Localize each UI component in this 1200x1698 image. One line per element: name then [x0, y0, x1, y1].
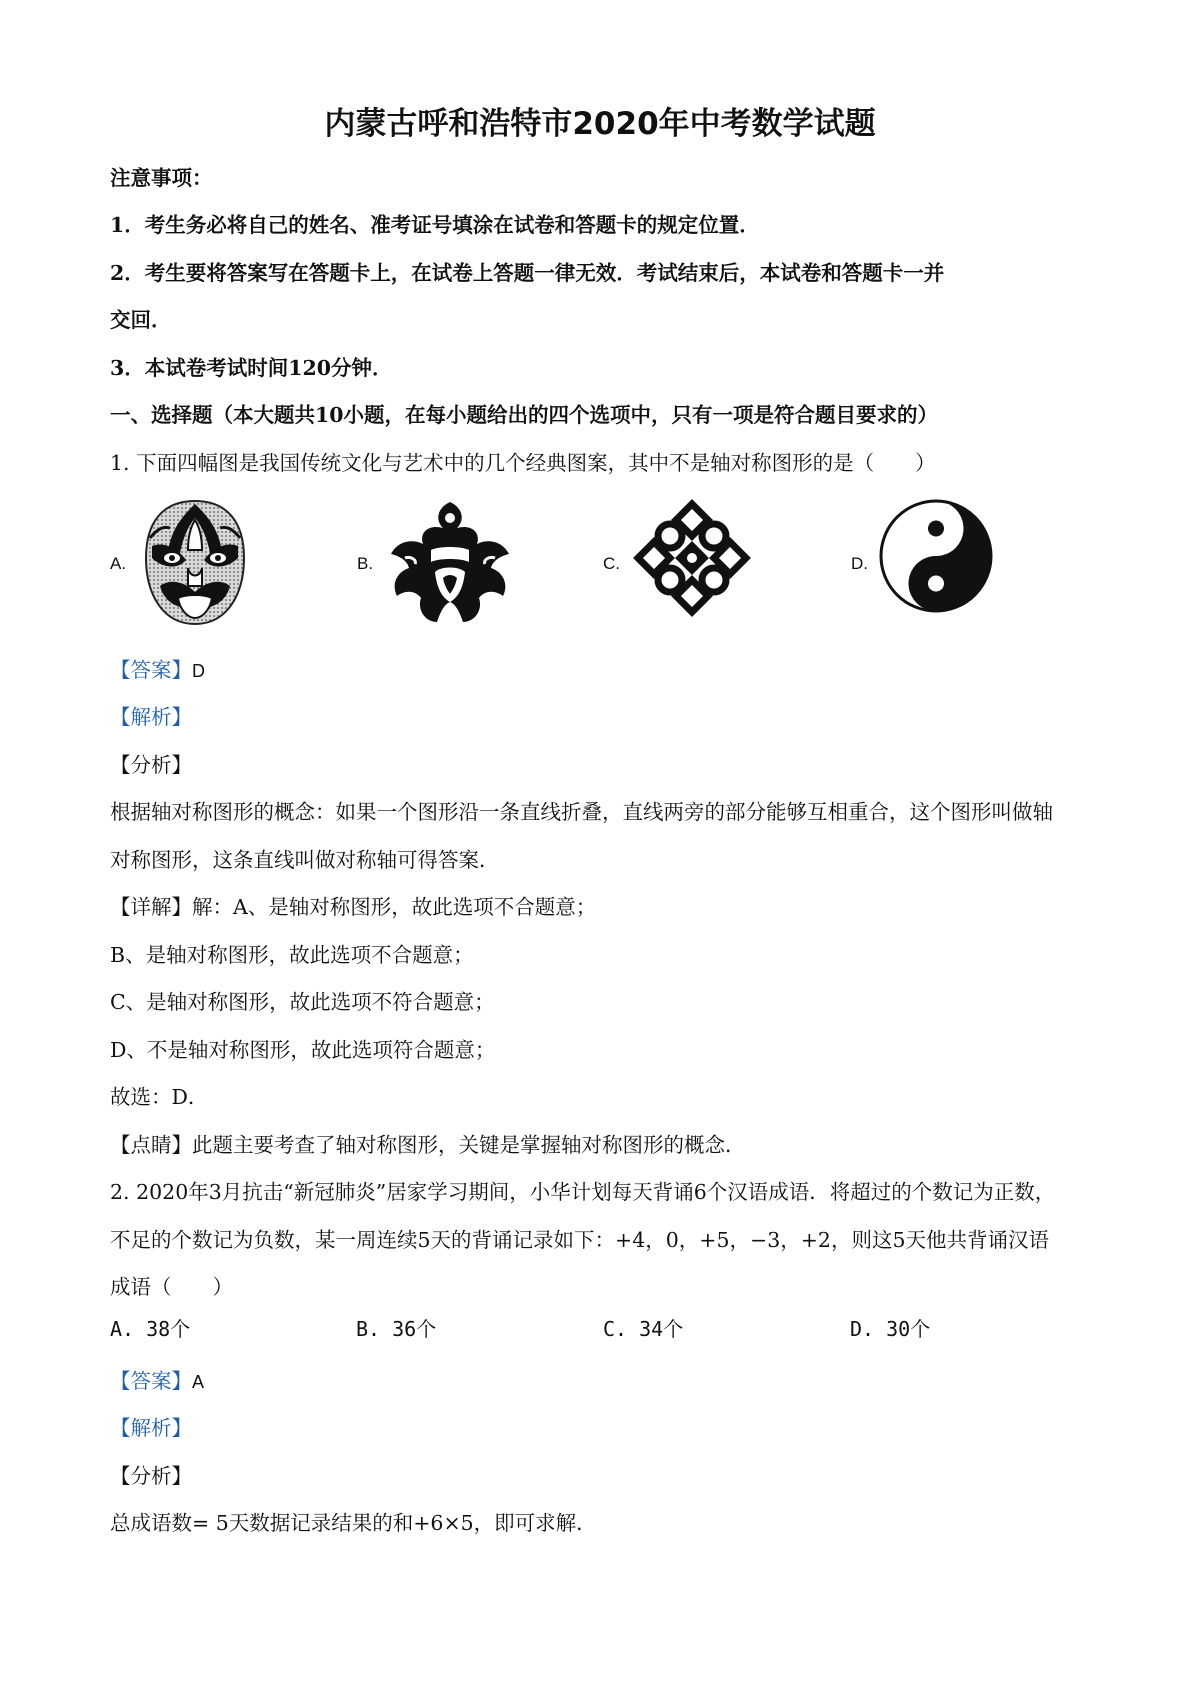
q1-detail-line-1: 【详解】解：A、是轴对称图形，故此选项不合题意；	[110, 895, 597, 919]
answer-tag: 【答案】	[110, 1369, 192, 1393]
q1-detail-line-4: D、不是轴对称图形，故此选项符合题意；	[110, 1038, 496, 1062]
question-2-stem-line-3: 成语（ ）	[110, 1275, 233, 1299]
q1-jiexi-tag: 【解析】	[110, 705, 192, 729]
q2-analysis-line-1: 总成语数= 5天数据记录结果的和+6×5，即可求解．	[110, 1511, 597, 1535]
q2-choice-c: C. 34个	[603, 1317, 684, 1341]
option-a-label: A.	[110, 554, 127, 573]
option-c-label: C.	[603, 554, 620, 573]
section-heading: 一、选择题（本大题共10小题，在每小题给出的四个选项中，只有一项是符合题目要求的）	[110, 403, 939, 427]
q2-jiexi-tag: 【解析】	[110, 1416, 192, 1440]
answer-value: D	[192, 661, 205, 681]
q1-detail-line-3: C、是轴对称图形，故此选项不符合题意；	[110, 990, 495, 1014]
q1-detail-line-5: 故选：D．	[110, 1085, 209, 1109]
question-1-stem: 1. 下面四幅图是我国传统文化与艺术中的几个经典图案，其中不是轴对称图形的是（ ）	[110, 451, 936, 475]
answer-tag: 【答案】	[110, 658, 192, 682]
opera-mask-figure	[140, 498, 250, 628]
q1-answer-line	[110, 655, 205, 686]
q1-comment: 【点睛】此题主要考查了轴对称图形，关键是掌握轴对称图形的概念．	[110, 1133, 746, 1157]
q1-analysis-line-2: 对称图形，这条直线叫做对称轴可得答案．	[110, 848, 500, 872]
q1-detail-line-2: B、是轴对称图形，故此选项不合题意；	[110, 943, 474, 967]
ornament-c-figure	[632, 498, 752, 618]
question-1-figures	[0, 498, 1200, 628]
q1-analysis-line-1: 根据轴对称图形的概念：如果一个图形沿一条直线折叠，直线两旁的部分能够互相重合，这个图形叫做轴	[110, 800, 1053, 824]
ornament-b-figure	[385, 498, 515, 628]
option-d-label: D.	[851, 554, 868, 573]
notice-item-2-line-1: 2．考生要将答案写在答题卡上，在试卷上答题一律无效．考试结束后，本试卷和答题卡一并	[110, 261, 945, 285]
notice-item-3: 3．本试卷考试时间120分钟．	[110, 356, 393, 380]
q2-choice-b: B. 36个	[356, 1317, 437, 1341]
q1-fenxi-tag: 【分析】	[110, 753, 192, 777]
q2-choice-d: D. 30个	[850, 1317, 931, 1341]
yin-yang-figure	[878, 498, 994, 614]
q2-choice-a: A. 38个	[110, 1317, 191, 1341]
option-b-label: B.	[357, 554, 374, 573]
notice-item-1: 1．考生务必将自己的姓名、准考证号填涂在试卷和答题卡的规定位置．	[110, 213, 760, 237]
q2-answer-line	[110, 1366, 204, 1397]
question-2-stem-line-1: 2. 2020年3月抗击“新冠肺炎”居家学习期间，小华计划每天背诵6个汉语成语．将超过的个数记为正数，	[110, 1180, 1056, 1204]
page-title: 内蒙古呼和浩特市2020年中考数学试题	[324, 106, 876, 142]
q2-fenxi-tag: 【分析】	[110, 1464, 192, 1488]
notice-heading: 注意事项：	[110, 166, 213, 190]
notice-item-2-line-2: 交回．	[110, 308, 172, 332]
answer-value: A	[192, 1372, 205, 1392]
question-2-stem-line-2: 不足的个数记为负数，某一周连续5天的背诵记录如下：+4，0，+5，−3，+2，则这5天他共背诵汉语	[110, 1228, 1050, 1252]
